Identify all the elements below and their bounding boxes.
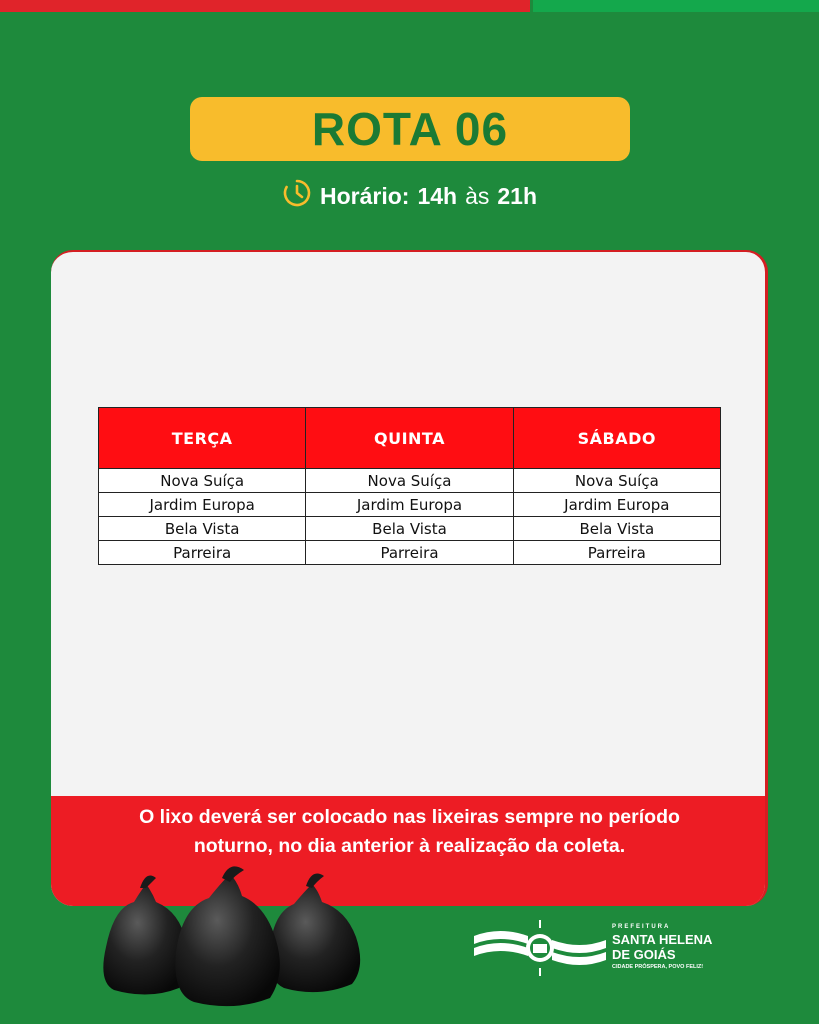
table-cell: Bela Vista (99, 517, 306, 541)
column-header-tuesday: TERÇA (99, 408, 306, 469)
table-cell: Jardim Europa (99, 493, 306, 517)
table-cell: Jardim Europa (306, 493, 513, 517)
table-cell: Parreira (513, 541, 720, 565)
table-cell: Nova Suíça (306, 469, 513, 493)
notice-line-2: noturno, no dia anterior à realização da coleta. (193, 835, 626, 857)
route-title-banner (190, 97, 630, 161)
table-cell: Bela Vista (306, 517, 513, 541)
schedule-line (0, 176, 819, 216)
collection-schedule-table (98, 407, 721, 565)
table-cell: Bela Vista (513, 517, 720, 541)
table-header-row (99, 408, 721, 469)
table-cell: Nova Suíça (513, 469, 720, 493)
column-header-saturday: SÁBADO (513, 408, 720, 469)
prefeitura-logo (470, 918, 750, 978)
table-cell: Parreira (306, 541, 513, 565)
table-cell: Parreira (99, 541, 306, 565)
garbage-bag-left (103, 876, 188, 995)
garbage-bag-right (269, 874, 360, 993)
schedule-separator: às (465, 182, 490, 209)
garbage-bags-illustration (94, 862, 374, 1012)
logo-name (612, 932, 712, 962)
table-cell: Nova Suíça (99, 469, 306, 493)
notice-line-1: O lixo deverá ser colocado nas lixeiras sempre no período (139, 806, 680, 828)
top-stripe-green (533, 0, 819, 12)
garbage-bag-center (175, 866, 279, 1006)
top-stripe-red (0, 0, 530, 12)
table-row (99, 493, 721, 517)
notice-text (71, 803, 748, 861)
clock-icon (282, 178, 312, 214)
route-card (51, 250, 768, 906)
logo-name-line-2: DE GOIÁS (612, 947, 676, 962)
route-title: ROTA 06 (311, 103, 509, 155)
schedule-end: 21h (497, 182, 538, 209)
table-row (99, 541, 721, 565)
column-header-thursday: QUINTA (306, 408, 513, 469)
city-emblem-icon (470, 918, 610, 978)
logo-name-line-1: SANTA HELENA (612, 932, 713, 947)
schedule-label: Horário: (319, 182, 410, 209)
table-row (99, 469, 721, 493)
logo-slogan: CIDADE PRÓSPERA, POVO FELIZ! (612, 964, 704, 970)
table-row (99, 517, 721, 541)
logo-prefix: PREFEITURA (612, 924, 671, 930)
table-cell: Jardim Europa (513, 493, 720, 517)
schedule-start: 14h (417, 182, 458, 209)
